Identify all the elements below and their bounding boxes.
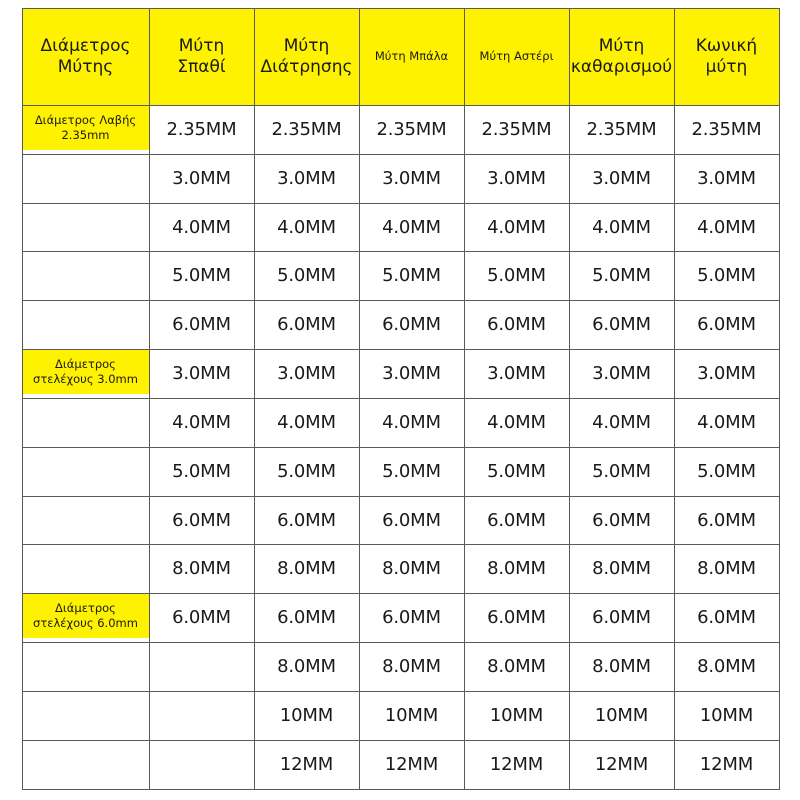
table-cell: 5.0MM — [277, 460, 336, 482]
group-label: Διάμετρος στελέχους 3.0mm — [22, 350, 149, 394]
table-cell: 5.0MM — [487, 460, 546, 482]
table-cell: 6.0MM — [172, 314, 231, 336]
table-cell: 12MM — [699, 753, 754, 775]
grid-hline — [22, 203, 780, 204]
table-cell: 6.0MM — [277, 314, 336, 336]
table-cell: 3.0MM — [277, 363, 336, 385]
table-cell: 12MM — [384, 753, 439, 775]
grid-hline — [22, 349, 780, 350]
grid-hline — [22, 447, 780, 448]
table-cell: 4.0MM — [592, 216, 651, 238]
table-cell: 4.0MM — [382, 411, 441, 433]
table-cell: 8.0MM — [382, 558, 441, 580]
table-cell: 4.0MM — [487, 216, 546, 238]
grid-hline — [22, 642, 780, 643]
table-cell: 6.0MM — [487, 314, 546, 336]
group-label: Διάμετρος Λαβής 2.35mm — [22, 106, 149, 150]
table-cell: 5.0MM — [592, 265, 651, 287]
table-cell: 4.0MM — [697, 411, 756, 433]
table-cell: 6.0MM — [487, 607, 546, 629]
grid-hline — [22, 544, 780, 545]
group-label: Διάμετρος στελέχους 6.0mm — [22, 594, 149, 638]
table-cell: 6.0MM — [382, 509, 441, 531]
table-cell: 8.0MM — [592, 656, 651, 678]
table-cell: 4.0MM — [592, 411, 651, 433]
grid-hline — [22, 251, 780, 252]
column-header: Κωνική μύτη — [674, 8, 779, 105]
table-cell: 3.0MM — [277, 167, 336, 189]
table-cell: 6.0MM — [487, 509, 546, 531]
table-cell: 6.0MM — [697, 607, 756, 629]
table-cell: 10MM — [699, 704, 754, 726]
table-cell: 6.0MM — [592, 314, 651, 336]
table-cell: 10MM — [489, 704, 544, 726]
table-cell: 6.0MM — [172, 607, 231, 629]
table-cell: 3.0MM — [487, 167, 546, 189]
table-cell: 6.0MM — [382, 607, 441, 629]
table-cell: 3.0MM — [592, 363, 651, 385]
table-cell: 2.35MM — [166, 118, 237, 140]
table-cell: 5.0MM — [382, 460, 441, 482]
table-cell: 4.0MM — [487, 411, 546, 433]
table-cell: 8.0MM — [172, 558, 231, 580]
table-cell: 12MM — [594, 753, 649, 775]
table-cell: 6.0MM — [592, 607, 651, 629]
table-cell: 5.0MM — [697, 265, 756, 287]
table-cell: 6.0MM — [382, 314, 441, 336]
column-header: Μύτη καθαρισμού — [569, 8, 674, 105]
table-cell: 8.0MM — [487, 558, 546, 580]
table-cell: 10MM — [594, 704, 649, 726]
table-cell: 2.35MM — [271, 118, 342, 140]
table-cell: 4.0MM — [382, 216, 441, 238]
table-cell: 12MM — [489, 753, 544, 775]
table-cell: 12MM — [279, 753, 334, 775]
table-cell: 3.0MM — [697, 363, 756, 385]
table-cell: 6.0MM — [697, 314, 756, 336]
grid-hline — [22, 593, 780, 594]
column-header: Μύτη Αστέρι — [464, 8, 569, 105]
table-cell: 2.35MM — [586, 118, 657, 140]
table-cell: 6.0MM — [172, 509, 231, 531]
table-cell: 8.0MM — [697, 558, 756, 580]
table-cell: 2.35MM — [481, 118, 552, 140]
table-cell: 6.0MM — [697, 509, 756, 531]
table-cell: 3.0MM — [382, 167, 441, 189]
table-cell: 5.0MM — [382, 265, 441, 287]
table-cell: 5.0MM — [487, 265, 546, 287]
table-cell: 3.0MM — [487, 363, 546, 385]
table-cell: 10MM — [279, 704, 334, 726]
table-cell: 5.0MM — [592, 460, 651, 482]
column-header: Μύτη Μπάλα — [359, 8, 464, 105]
table-cell: 4.0MM — [697, 216, 756, 238]
table-cell: 3.0MM — [697, 167, 756, 189]
table-cell: 3.0MM — [172, 167, 231, 189]
table-cell: 5.0MM — [697, 460, 756, 482]
grid-hline — [22, 398, 780, 399]
table-cell: 5.0MM — [277, 265, 336, 287]
column-header: Μύτη Σπαθί — [149, 8, 254, 105]
table-cell: 6.0MM — [277, 509, 336, 531]
grid-hline — [22, 789, 780, 790]
table-cell: 5.0MM — [172, 265, 231, 287]
column-header: Μύτη Διάτρησης — [254, 8, 359, 105]
table-cell: 8.0MM — [382, 656, 441, 678]
column-header: Διάμετρος Μύτης — [22, 8, 149, 105]
table-cell: 3.0MM — [592, 167, 651, 189]
table-cell: 5.0MM — [172, 460, 231, 482]
grid-hline — [22, 691, 780, 692]
table-cell: 6.0MM — [592, 509, 651, 531]
table-cell: 10MM — [384, 704, 439, 726]
table-cell: 8.0MM — [697, 656, 756, 678]
table-cell: 2.35MM — [376, 118, 447, 140]
table-cell: 8.0MM — [277, 558, 336, 580]
grid-hline — [22, 740, 780, 741]
table-cell: 3.0MM — [382, 363, 441, 385]
table-cell: 2.35MM — [691, 118, 762, 140]
table-cell: 8.0MM — [487, 656, 546, 678]
grid-hline — [22, 300, 780, 301]
table-cell: 4.0MM — [172, 216, 231, 238]
table-cell: 4.0MM — [277, 411, 336, 433]
grid-hline — [22, 105, 780, 106]
table-cell: 4.0MM — [172, 411, 231, 433]
table-cell: 8.0MM — [592, 558, 651, 580]
grid-hline — [22, 8, 780, 9]
grid-hline — [22, 154, 780, 155]
table-cell: 4.0MM — [277, 216, 336, 238]
grid-hline — [22, 496, 780, 497]
table-cell: 3.0MM — [172, 363, 231, 385]
table-cell: 8.0MM — [277, 656, 336, 678]
table-cell: 6.0MM — [277, 607, 336, 629]
